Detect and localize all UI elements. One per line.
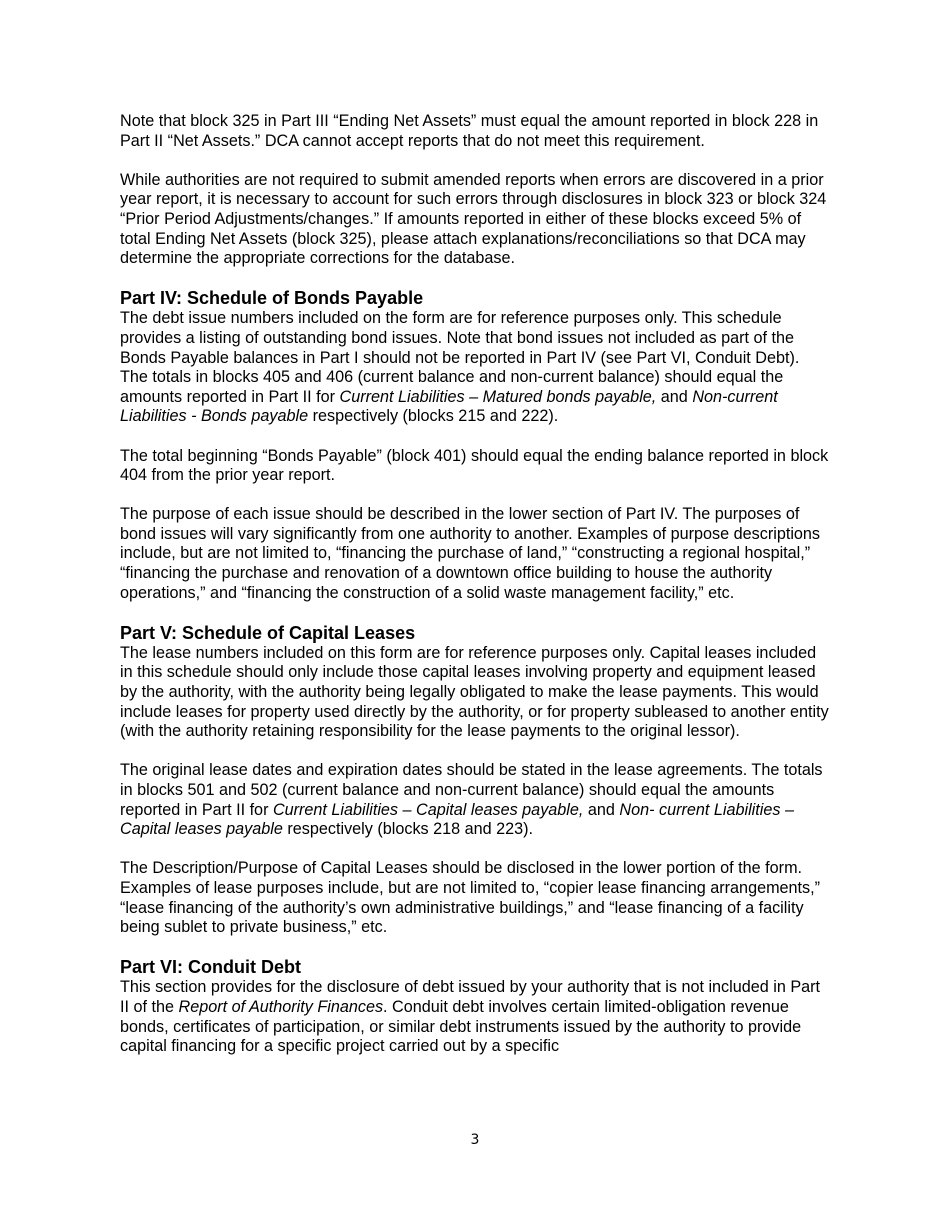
paragraph-part-vi-conduit-debt: This section provides for the disclosure of debt issued by your authority that is not included in Part II of the Report of Authority Finances. Conduit debt involves certain limited-obligation revenue bonds, certificates of participation, or similar debt instruments issued by the authority to provide capital financing for a specific project carried out by a specific	[120, 978, 821, 1056]
paragraph-part-iv-debt-issues: The debt issue numbers included on the form are for reference purposes only. This schedule provides a listing of outstanding bond issues. Note that bond issues not included as part of the Bonds Payable balances in Part I should not be reported in Part IV (see Part VI, Conduit Debt). The totals in blocks 405 and 406 (current balance and non-current balance) should equal the amounts reported in Part II for Current Liabilities – Matured bonds payable, and Non-current Liabilities - Bonds payable respectively (blocks 215 and 222).	[120, 309, 800, 426]
paragraph-prior-period-adjustments: While authorities are not required to submit amended reports when errors are discovered in a prior year report, it is necessary to account for such errors through disclosures in block 323 or block 324 “Prior Period Adjustments/changes.” If amounts reported in either of these blocks exceed 5% of total Ending Net Assets (block 325), please attach explanations/reconciliations so that DCA may determine the appropriate corrections for the database.	[120, 170, 827, 268]
heading-part-v: Part V: Schedule of Capital Leases	[120, 622, 416, 643]
paragraph-part-v-description: The Description/Purpose of Capital Leases should be disclosed in the lower portion of the form. Examples of lease purposes include, but are not limited to, “copier lease financing arrangements,” “lease financing of the authority’s own administrative buildings,” and “lease financing of a facility being sublet to private business,” etc.	[120, 859, 821, 937]
paragraph-part-v-lease-dates: The original lease dates and expiration dates should be stated in the lease agreements. The totals in blocks 501 and 502 (current balance and non-current balance) should equal the amounts reported in Part II for Current Liabilities – Capital leases payable, and Non- current Liabilities – Capital leases payable respectively (blocks 218 and 223).	[120, 761, 823, 839]
heading-part-iv: Part IV: Schedule of Bonds Payable	[120, 288, 424, 309]
paragraph-part-iv-purpose: The purpose of each issue should be described in the lower section of Part IV. The purposes of bond issues will vary significantly from one authority to another. Examples of purpose descriptions include, but are not limited to, “financing the purchase of land,” “constructing a regional hospital,” “financing the purchase and renovation of a downtown office building to house the authority operations,” and “financing the construction of a solid waste management facility,” etc.	[120, 505, 821, 602]
paragraph-part-iv-beginning-bonds: The total beginning “Bonds Payable” (block 401) should equal the ending balance reported in block 404 from the prior year report.	[120, 446, 829, 485]
paragraph-ending-net-assets: Note that block 325 in Part III “Ending Net Assets” must equal the amount reported in block 228 in Part II “Net Assets.” DCA cannot accept reports that do not meet this requirement.	[120, 112, 819, 150]
page-number: 3	[470, 1132, 480, 1148]
document-page	[120, 112, 830, 1057]
paragraph-part-v-lease-numbers: The lease numbers included on this form are for reference purposes only. Capital leases included in this schedule should only include those capital leases involving property and equipment leased by the authority, with the authority being legally obligated to make the lease payments. This would include leases for property used directly by the authority, or for property subleased to another entity (with the authority retaining responsibility for the lease payments to the original lessor).	[120, 643, 829, 741]
heading-part-vi: Part VI: Conduit Debt	[120, 957, 301, 978]
